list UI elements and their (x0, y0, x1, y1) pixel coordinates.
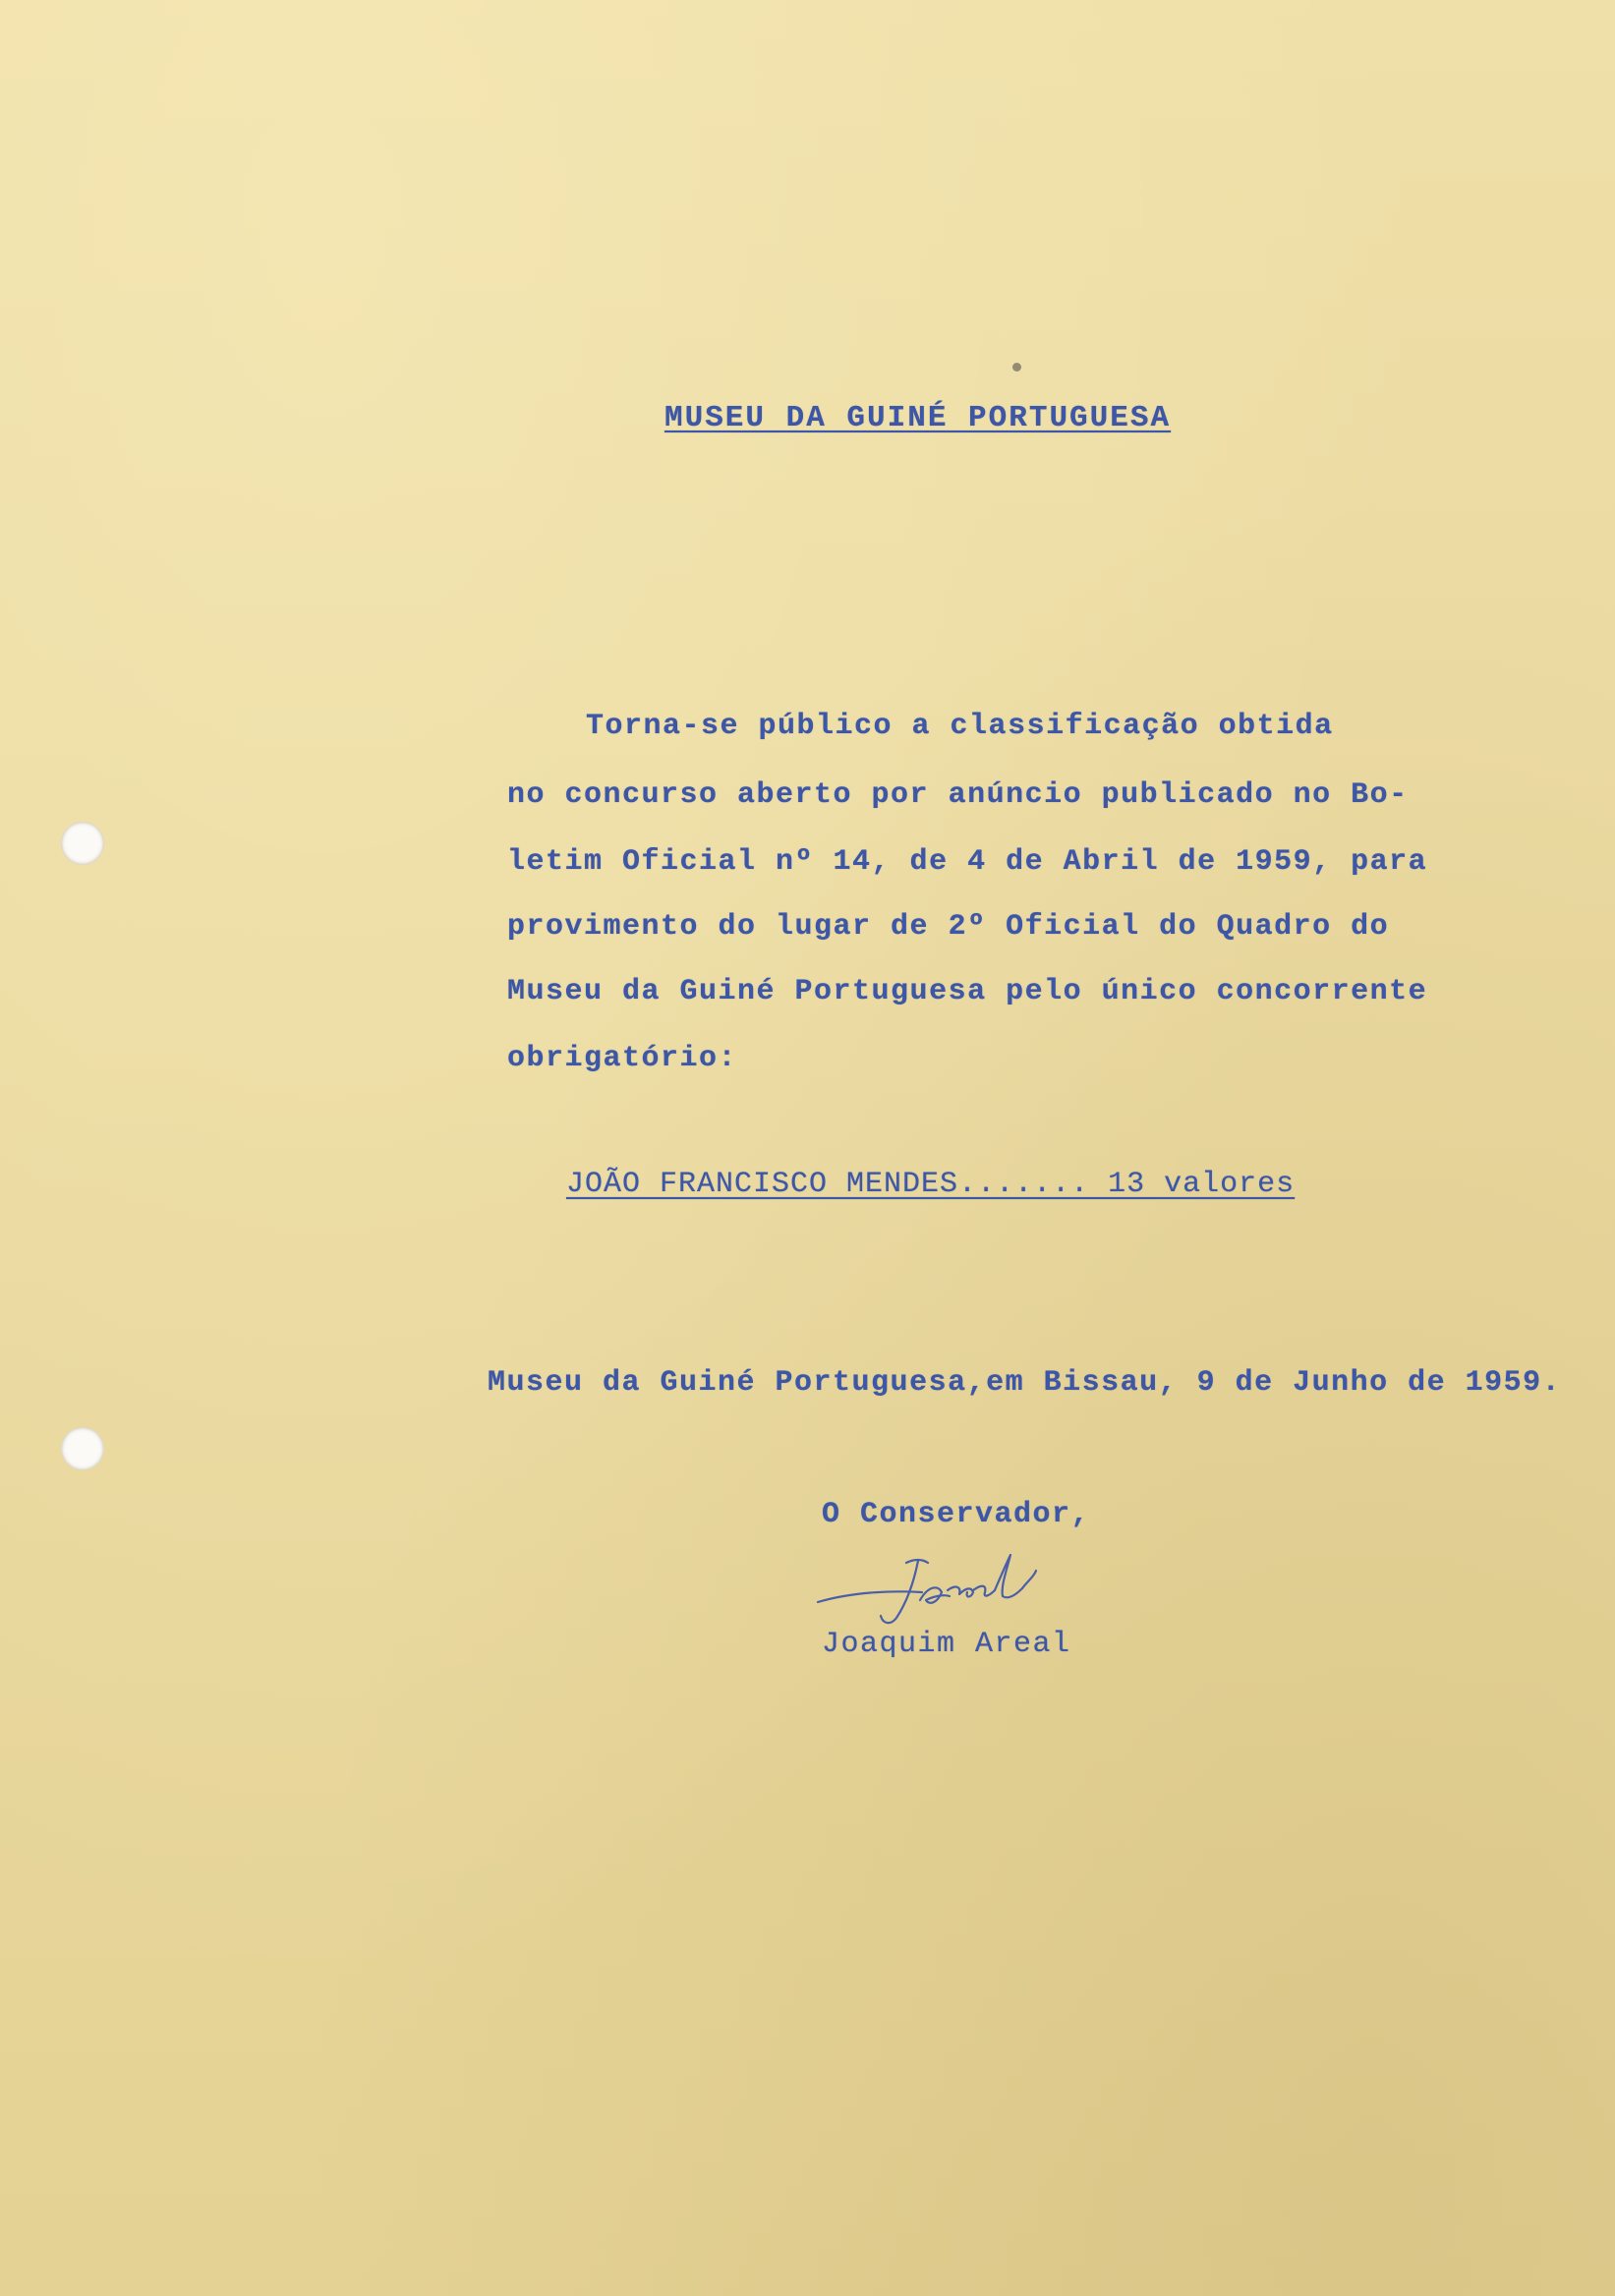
body-line: no concurso aberto por anúncio publicado no Bo- (507, 778, 1409, 812)
body-line: Museu da Guiné Portuguesa pelo único concorrente (507, 975, 1428, 1008)
document-heading: MUSEU DA GUINÉ PORTUGUESA (664, 401, 1172, 435)
place-date-line: Museu da Guiné Portuguesa,em Bissau, 9 de Junho de 1959. (488, 1366, 1562, 1400)
body-line: obrigatório: (507, 1042, 738, 1075)
ink-speck (1012, 363, 1021, 372)
punch-hole-top (61, 822, 104, 865)
handwritten-signature (812, 1541, 1077, 1639)
body-line: provimento do lugar de 2º Oficial do Quadro do (507, 910, 1390, 944)
body-line: letim Oficial nº 14, de 4 de Abril de 1959, para (507, 845, 1428, 879)
signatory-name: Joaquim Areal (822, 1628, 1071, 1661)
body-line: Torna-se público a classificação obtida (586, 710, 1334, 743)
signatory-title: O Conservador, (822, 1498, 1091, 1531)
candidate-result: JOÃO FRANCISCO MENDES....... 13 valores (566, 1168, 1296, 1201)
punch-hole-bottom (61, 1427, 104, 1470)
